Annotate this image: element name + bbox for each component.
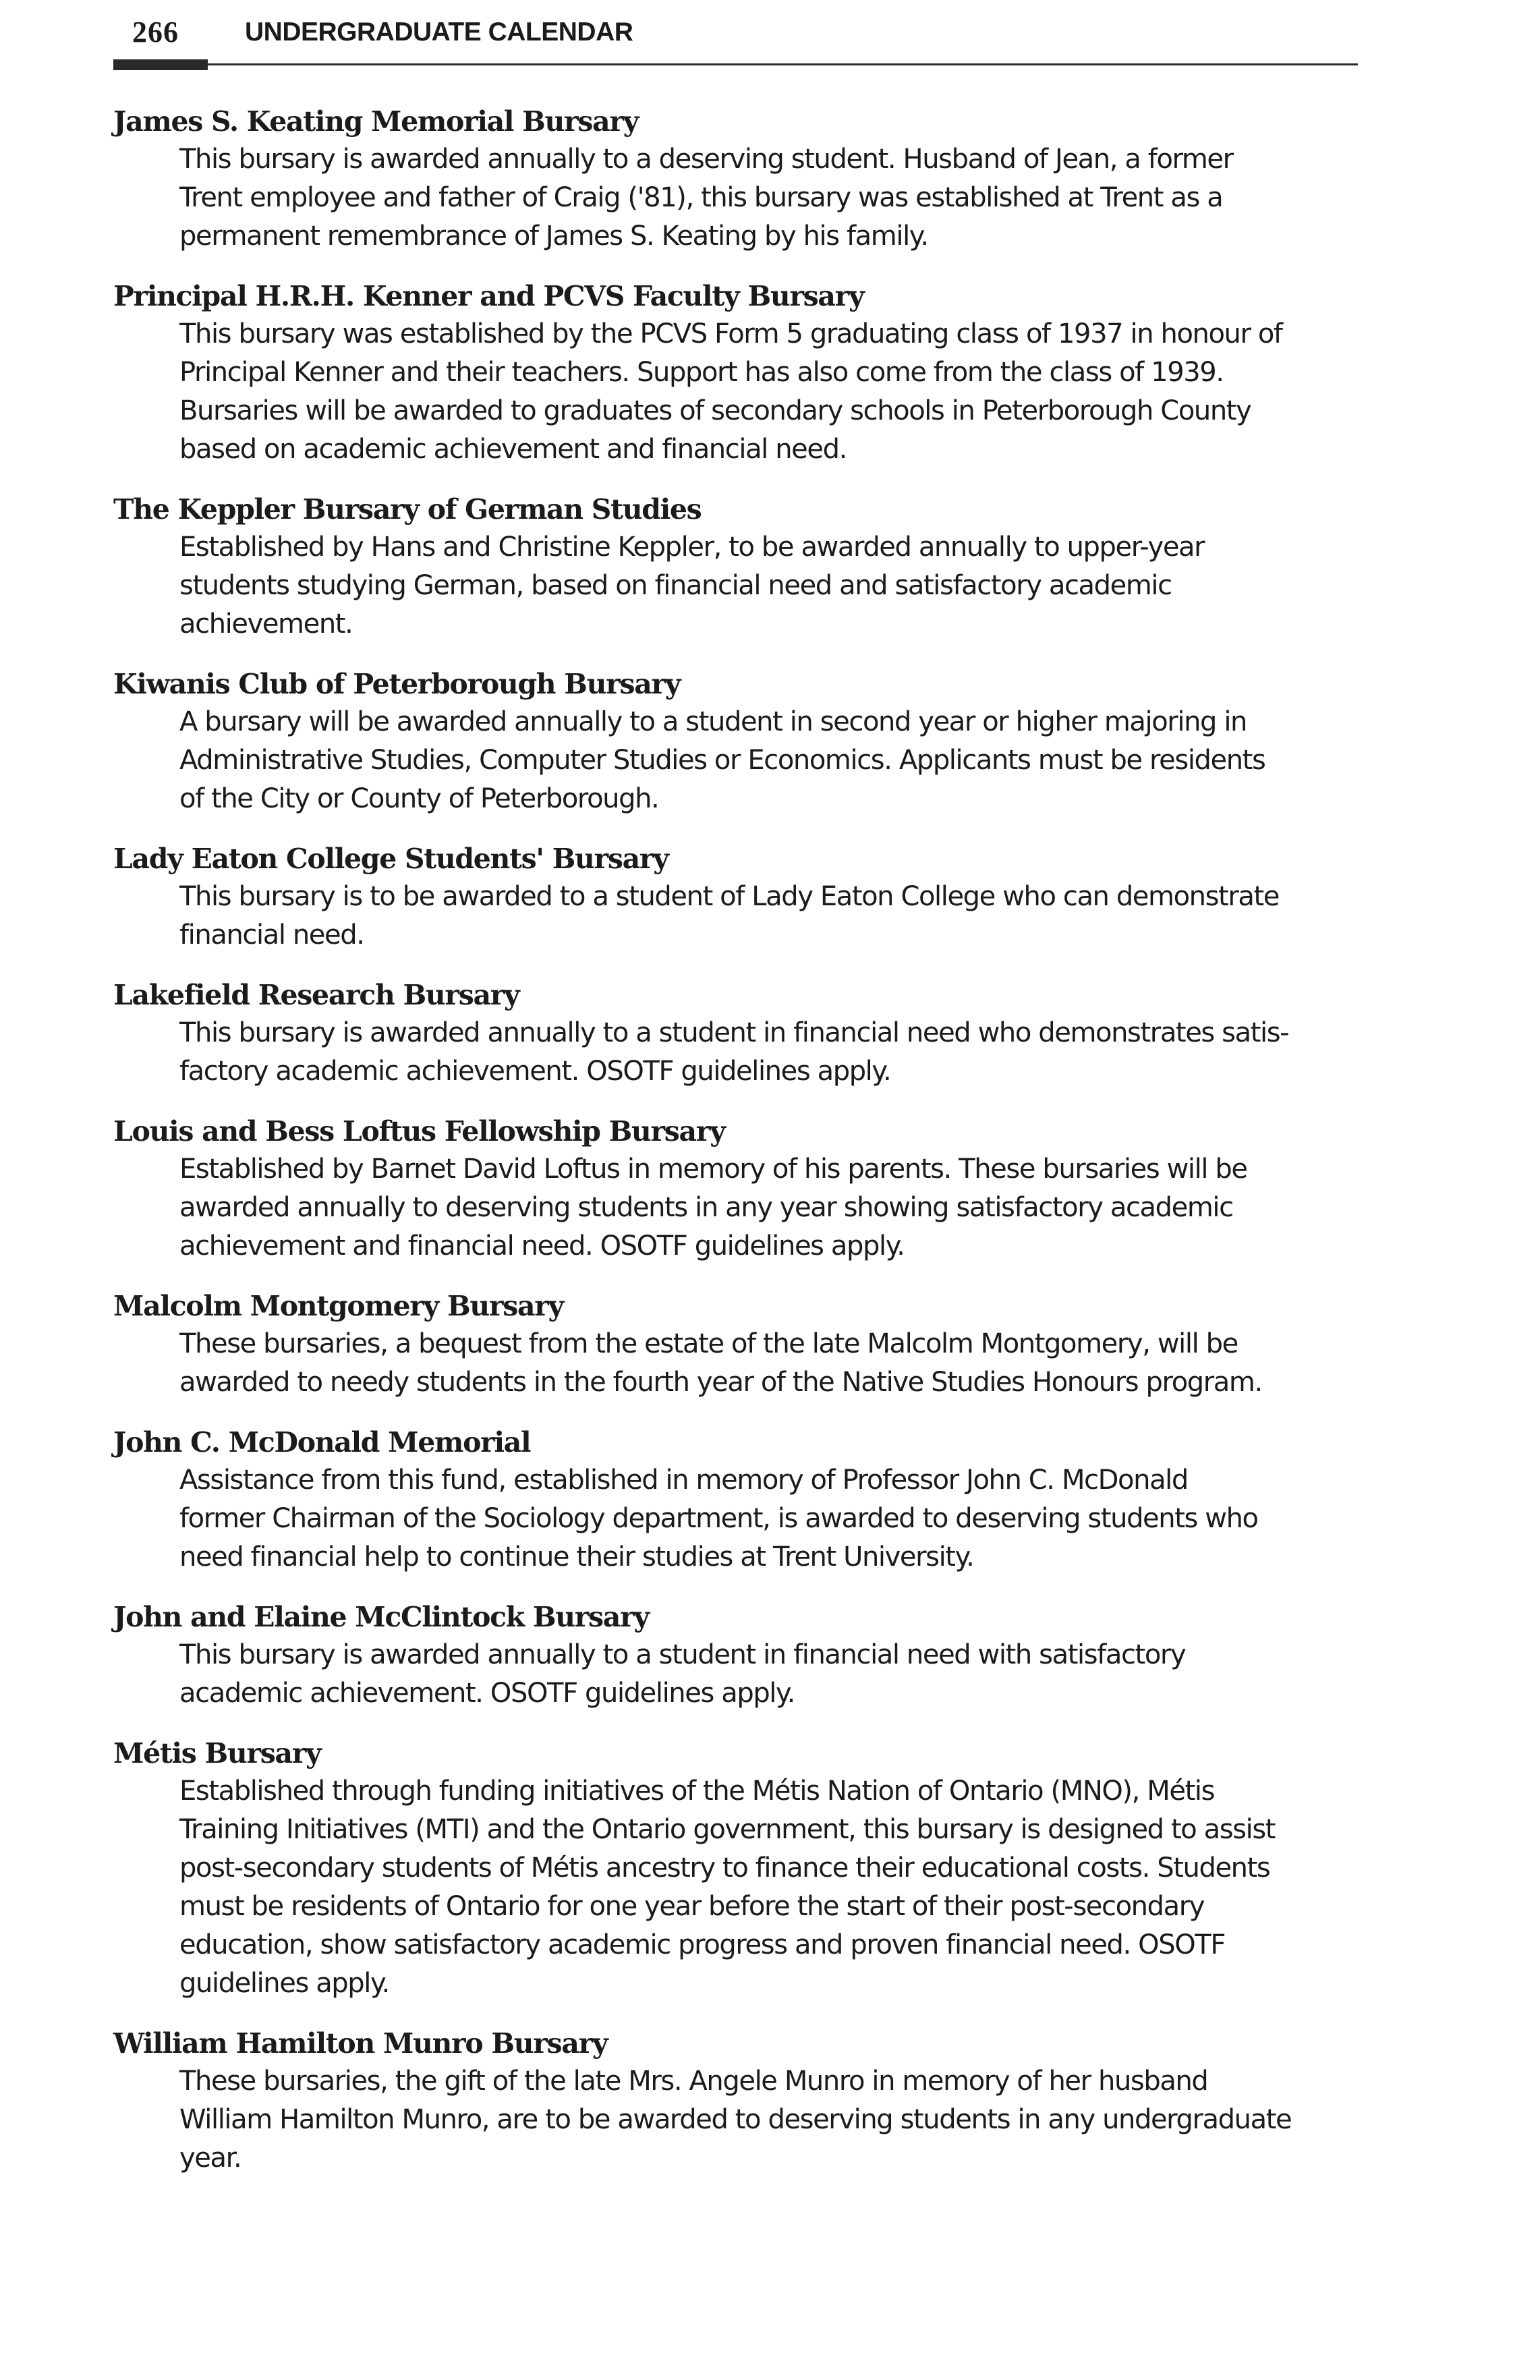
description-line: Established by Hans and Christine Keppler, to be awarded annually to upper-year — [179, 532, 1205, 563]
bursary-description — [179, 703, 1368, 818]
description-line: Bursaries will be awarded to graduates of secondary schools in Peterborough County — [179, 395, 1251, 426]
bursary-entry — [113, 1734, 1368, 2003]
description-line: William Hamilton Munro, are to be awarded to deserving students in any undergraduate — [179, 2104, 1292, 2135]
description-line: This bursary was established by the PCVS Form 5 graduating class of 1937 in honour of — [179, 318, 1282, 349]
description-line: Established through funding initiatives of the Métis Nation of Ontario (MNO), Métis — [179, 1776, 1215, 1807]
description-line: post-secondary students of Métis ancestry to finance their educational costs. Students — [179, 1852, 1270, 1883]
description-line: former Chairman of the Sociology department, is awarded to deserving students who — [179, 1503, 1258, 1534]
bursary-title: The Keppler Bursary of German Studies — [113, 493, 702, 526]
description-line: Principal Kenner and their teachers. Support has also come from the class of 1939. — [179, 357, 1224, 388]
description-line: permanent remembrance of James S. Keating by his family. — [179, 221, 928, 252]
bursary-entry — [113, 1598, 1368, 1713]
bursary-entry — [113, 665, 1368, 818]
bursary-title: Kiwanis Club of Peterborough Bursary — [113, 668, 681, 700]
page-header — [113, 9, 1358, 63]
bursary-entry — [113, 277, 1368, 469]
bursary-description — [179, 1772, 1368, 2003]
description-line: of the City or County of Peterborough. — [179, 783, 659, 814]
description-line: need financial help to continue their studies at Trent University. — [179, 1541, 974, 1572]
description-line: A bursary will be awarded annually to a student in second year or higher majoring in — [179, 706, 1247, 737]
description-line: based on academic achievement and financial need. — [179, 434, 847, 465]
bursary-description — [179, 1150, 1368, 1266]
description-line: awarded annually to deserving students in any year showing satisfactory academic — [179, 1192, 1233, 1223]
bursary-title: James S. Keating Memorial Bursary — [113, 105, 639, 138]
bursary-description — [179, 878, 1368, 955]
bursary-title: Malcolm Montgomery Bursary — [113, 1290, 564, 1322]
bursary-description — [179, 1636, 1368, 1713]
description-line: factory academic achievement. OSOTF guidelines apply. — [179, 1056, 891, 1087]
description-line: Training Initiatives (MTI) and the Ontario government, this bursary is designed to assist — [179, 1814, 1276, 1845]
bursary-entry — [113, 1112, 1368, 1266]
description-line: education, show satisfactory academic progress and proven financial need. OSOTF — [179, 1929, 1225, 1960]
description-line: These bursaries, a bequest from the estate of the late Malcolm Montgomery, will be — [179, 1328, 1238, 1359]
description-line: academic achievement. OSOTF guidelines apply. — [179, 1678, 795, 1709]
description-line: This bursary is awarded annually to a student in financial need with satisfactory — [179, 1639, 1186, 1670]
bursary-entry — [113, 976, 1368, 1091]
description-line: must be residents of Ontario for one year before the start of their post-secondary — [179, 1891, 1205, 1922]
running-title: UNDERGRADUATE CALENDAR — [245, 18, 633, 47]
description-line: Assistance from this fund, established in memory of Professor John C. McDonald — [179, 1465, 1188, 1496]
bursary-description — [179, 1014, 1368, 1091]
bursary-entry — [113, 2024, 1368, 2178]
description-line: year. — [179, 2143, 241, 2174]
header-rule — [113, 63, 1358, 65]
bursary-entry — [113, 840, 1368, 955]
bursary-description — [179, 528, 1368, 644]
bursary-title: Louis and Bess Loftus Fellowship Bursary — [113, 1115, 725, 1148]
bursary-description — [179, 1325, 1368, 1402]
bursary-title: Principal H.R.H. Kenner and PCVS Faculty Bursary — [113, 280, 864, 312]
description-line: This bursary is awarded annually to a student in financial need who demonstrates satis- — [179, 1017, 1289, 1048]
description-line: Administrative Studies, Computer Studies or Economics. Applicants must be residents — [179, 745, 1265, 776]
bursary-entry — [113, 1287, 1368, 1402]
description-line: Trent employee and father of Craig ('81), this bursary was established at Trent as a — [179, 182, 1223, 213]
bursary-title: William Hamilton Munro Bursary — [113, 2027, 608, 2060]
bursary-title: John C. McDonald Memorial — [113, 1426, 531, 1458]
bursary-list — [113, 103, 1368, 2199]
bursary-description — [179, 1461, 1368, 1577]
description-line: These bursaries, the gift of the late Mrs. Angele Munro in memory of her husband — [179, 2066, 1208, 2097]
description-line: students studying German, based on financial need and satisfactory academic — [179, 570, 1172, 601]
description-line: financial need. — [179, 919, 364, 951]
bursary-entry — [113, 490, 1368, 644]
bursary-title: Métis Bursary — [113, 1737, 321, 1769]
description-line: Established by Barnet David Loftus in memory of his parents. These bursaries will be — [179, 1154, 1247, 1185]
bursary-description — [179, 2062, 1368, 2178]
bursary-title: John and Elaine McClintock Bursary — [113, 1601, 649, 1633]
page-number: 266 — [132, 16, 179, 49]
bursary-entry — [113, 103, 1368, 256]
bursary-description — [179, 140, 1368, 256]
description-line: This bursary is awarded annually to a deserving student. Husband of Jean, a former — [179, 144, 1233, 175]
description-line: This bursary is to be awarded to a student of Lady Eaton College who can demonstrate — [179, 881, 1279, 912]
description-line: guidelines apply. — [179, 1968, 389, 1999]
bursary-title: Lady Eaton College Students' Bursary — [113, 843, 668, 875]
description-line: achievement. — [179, 608, 353, 640]
description-line: achievement and financial need. OSOTF guidelines apply. — [179, 1230, 905, 1262]
bursary-title: Lakefield Research Bursary — [113, 979, 519, 1011]
bursary-description — [179, 315, 1368, 469]
description-line: awarded to needy students in the fourth year of the Native Studies Honours program. — [179, 1367, 1262, 1398]
bursary-entry — [113, 1423, 1368, 1577]
